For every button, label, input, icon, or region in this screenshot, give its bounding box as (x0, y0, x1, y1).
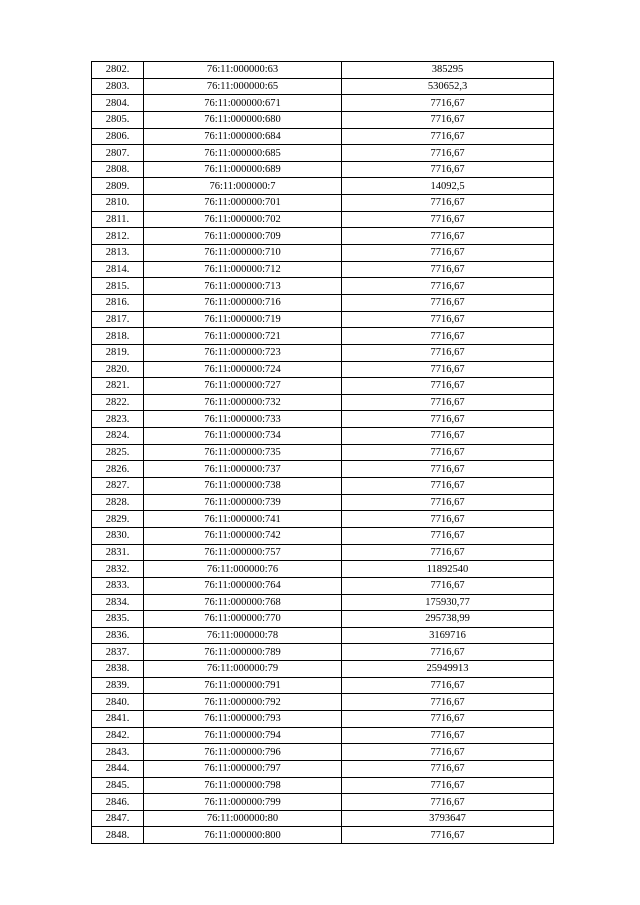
cadastral-number-cell: 76:11:000000:76 (144, 561, 342, 578)
row-number-cell: 2819. (92, 344, 144, 361)
cadastral-number-cell: 76:11:000000:713 (144, 278, 342, 295)
row-number-cell: 2803. (92, 78, 144, 95)
row-number-cell: 2845. (92, 777, 144, 794)
row-number-cell: 2825. (92, 444, 144, 461)
table-row (92, 428, 554, 445)
value-cell: 7716,67 (342, 128, 554, 145)
value-cell: 7716,67 (342, 511, 554, 528)
value-cell: 7716,67 (342, 211, 554, 228)
value-cell: 7716,67 (342, 294, 554, 311)
value-cell: 7716,67 (342, 644, 554, 661)
cadastral-number-cell: 76:11:000000:734 (144, 428, 342, 445)
row-number-cell: 2839. (92, 677, 144, 694)
value-cell: 7716,67 (342, 278, 554, 295)
value-cell: 7716,67 (342, 478, 554, 495)
cadastral-number-cell: 76:11:000000:792 (144, 694, 342, 711)
row-number-cell: 2816. (92, 294, 144, 311)
row-number-cell: 2813. (92, 245, 144, 262)
cadastral-value-table (91, 61, 554, 844)
value-cell: 7716,67 (342, 378, 554, 395)
cadastral-number-cell: 76:11:000000:80 (144, 810, 342, 827)
row-number-cell: 2821. (92, 378, 144, 395)
table-row (92, 361, 554, 378)
value-cell: 7716,67 (342, 344, 554, 361)
value-cell: 7716,67 (342, 111, 554, 128)
cadastral-number-cell: 76:11:000000:798 (144, 777, 342, 794)
table-row (92, 228, 554, 245)
table-row (92, 278, 554, 295)
row-number-cell: 2811. (92, 211, 144, 228)
table-row (92, 494, 554, 511)
cadastral-number-cell: 76:11:000000:789 (144, 644, 342, 661)
value-cell: 7716,67 (342, 328, 554, 345)
table-row (92, 211, 554, 228)
row-number-cell: 2815. (92, 278, 144, 295)
table-row (92, 827, 554, 844)
table-row (92, 328, 554, 345)
row-number-cell: 2806. (92, 128, 144, 145)
cadastral-number-cell: 76:11:000000:768 (144, 594, 342, 611)
cadastral-number-cell: 76:11:000000:757 (144, 544, 342, 561)
row-number-cell: 2836. (92, 627, 144, 644)
value-cell: 530652,3 (342, 78, 554, 95)
value-cell: 7716,67 (342, 544, 554, 561)
row-number-cell: 2804. (92, 95, 144, 112)
table-row (92, 444, 554, 461)
table-row (92, 611, 554, 628)
value-cell: 7716,67 (342, 361, 554, 378)
row-number-cell: 2810. (92, 195, 144, 212)
table-row (92, 311, 554, 328)
value-cell: 7716,67 (342, 195, 554, 212)
table-row (92, 627, 554, 644)
value-cell: 7716,67 (342, 311, 554, 328)
row-number-cell: 2822. (92, 394, 144, 411)
cadastral-number-cell: 76:11:000000:723 (144, 344, 342, 361)
value-cell: 7716,67 (342, 710, 554, 727)
row-number-cell: 2829. (92, 511, 144, 528)
cadastral-number-cell: 76:11:000000:739 (144, 494, 342, 511)
cadastral-number-cell: 76:11:000000:770 (144, 611, 342, 628)
table-row (92, 527, 554, 544)
table-row (92, 161, 554, 178)
value-cell: 7716,67 (342, 428, 554, 445)
cadastral-number-cell: 76:11:000000:701 (144, 195, 342, 212)
row-number-cell: 2832. (92, 561, 144, 578)
row-number-cell: 2814. (92, 261, 144, 278)
row-number-cell: 2834. (92, 594, 144, 611)
value-cell: 7716,67 (342, 727, 554, 744)
row-number-cell: 2817. (92, 311, 144, 328)
value-cell: 7716,67 (342, 145, 554, 162)
cadastral-number-cell: 76:11:000000:689 (144, 161, 342, 178)
table-row (92, 594, 554, 611)
row-number-cell: 2809. (92, 178, 144, 195)
table-row (92, 744, 554, 761)
table-row (92, 62, 554, 79)
table-row (92, 478, 554, 495)
row-number-cell: 2837. (92, 644, 144, 661)
value-cell: 7716,67 (342, 494, 554, 511)
cadastral-number-cell: 76:11:000000:79 (144, 661, 342, 678)
cadastral-number-cell: 76:11:000000:680 (144, 111, 342, 128)
row-number-cell: 2835. (92, 611, 144, 628)
row-number-cell: 2843. (92, 744, 144, 761)
table-row (92, 195, 554, 212)
cadastral-number-cell: 76:11:000000:793 (144, 710, 342, 727)
table-row (92, 677, 554, 694)
cadastral-number-cell: 76:11:000000:764 (144, 577, 342, 594)
cadastral-number-cell: 76:11:000000:735 (144, 444, 342, 461)
row-number-cell: 2833. (92, 577, 144, 594)
value-cell: 7716,67 (342, 461, 554, 478)
row-number-cell: 2824. (92, 428, 144, 445)
cadastral-number-cell: 76:11:000000:709 (144, 228, 342, 245)
value-cell: 295738,99 (342, 611, 554, 628)
row-number-cell: 2830. (92, 527, 144, 544)
value-cell: 175930,77 (342, 594, 554, 611)
table-row (92, 661, 554, 678)
cadastral-number-cell: 76:11:000000:710 (144, 245, 342, 262)
table-row (92, 294, 554, 311)
value-cell: 385295 (342, 62, 554, 79)
cadastral-number-cell: 76:11:000000:65 (144, 78, 342, 95)
cadastral-number-cell: 76:11:000000:727 (144, 378, 342, 395)
table-row (92, 511, 554, 528)
value-cell: 7716,67 (342, 760, 554, 777)
row-number-cell: 2805. (92, 111, 144, 128)
table-row (92, 261, 554, 278)
cadastral-number-cell: 76:11:000000:721 (144, 328, 342, 345)
table-row (92, 760, 554, 777)
table-row (92, 577, 554, 594)
table-row (92, 78, 554, 95)
value-cell: 7716,67 (342, 95, 554, 112)
value-cell: 7716,67 (342, 677, 554, 694)
value-cell: 14092,5 (342, 178, 554, 195)
cadastral-number-cell: 76:11:000000:78 (144, 627, 342, 644)
value-cell: 7716,67 (342, 577, 554, 594)
table-row (92, 694, 554, 711)
row-number-cell: 2820. (92, 361, 144, 378)
cadastral-number-cell: 76:11:000000:671 (144, 95, 342, 112)
value-cell: 7716,67 (342, 527, 554, 544)
table-row (92, 245, 554, 262)
value-cell: 7716,67 (342, 444, 554, 461)
table-row (92, 411, 554, 428)
value-cell: 3169716 (342, 627, 554, 644)
cadastral-number-cell: 76:11:000000:719 (144, 311, 342, 328)
row-number-cell: 2812. (92, 228, 144, 245)
cadastral-number-cell: 76:11:000000:702 (144, 211, 342, 228)
cadastral-number-cell: 76:11:000000:732 (144, 394, 342, 411)
cadastral-number-cell: 76:11:000000:716 (144, 294, 342, 311)
row-number-cell: 2844. (92, 760, 144, 777)
cadastral-number-cell: 76:11:000000:741 (144, 511, 342, 528)
table-row (92, 461, 554, 478)
table-row (92, 344, 554, 361)
value-cell: 7716,67 (342, 161, 554, 178)
table-row (92, 710, 554, 727)
value-cell: 7716,67 (342, 394, 554, 411)
table-row (92, 111, 554, 128)
cadastral-number-cell: 76:11:000000:685 (144, 145, 342, 162)
cadastral-number-cell: 76:11:000000:733 (144, 411, 342, 428)
cadastral-number-cell: 76:11:000000:800 (144, 827, 342, 844)
table-row (92, 145, 554, 162)
row-number-cell: 2840. (92, 694, 144, 711)
value-cell: 7716,67 (342, 261, 554, 278)
table-row (92, 378, 554, 395)
row-number-cell: 2802. (92, 62, 144, 79)
table-row (92, 178, 554, 195)
table-row (92, 95, 554, 112)
cadastral-number-cell: 76:11:000000:738 (144, 478, 342, 495)
value-cell: 7716,67 (342, 245, 554, 262)
value-cell: 7716,67 (342, 228, 554, 245)
table-row (92, 561, 554, 578)
row-number-cell: 2842. (92, 727, 144, 744)
row-number-cell: 2827. (92, 478, 144, 495)
row-number-cell: 2846. (92, 794, 144, 811)
table-row (92, 544, 554, 561)
row-number-cell: 2848. (92, 827, 144, 844)
cadastral-number-cell: 76:11:000000:737 (144, 461, 342, 478)
value-cell: 7716,67 (342, 827, 554, 844)
cadastral-number-cell: 76:11:000000:712 (144, 261, 342, 278)
row-number-cell: 2818. (92, 328, 144, 345)
cadastral-number-cell: 76:11:000000:791 (144, 677, 342, 694)
value-cell: 7716,67 (342, 777, 554, 794)
row-number-cell: 2823. (92, 411, 144, 428)
row-number-cell: 2826. (92, 461, 144, 478)
row-number-cell: 2808. (92, 161, 144, 178)
table-body (92, 62, 554, 844)
row-number-cell: 2841. (92, 710, 144, 727)
cadastral-number-cell: 76:11:000000:7 (144, 178, 342, 195)
cadastral-number-cell: 76:11:000000:63 (144, 62, 342, 79)
row-number-cell: 2828. (92, 494, 144, 511)
cadastral-number-cell: 76:11:000000:742 (144, 527, 342, 544)
cadastral-number-cell: 76:11:000000:794 (144, 727, 342, 744)
row-number-cell: 2847. (92, 810, 144, 827)
cadastral-number-cell: 76:11:000000:796 (144, 744, 342, 761)
table-row (92, 128, 554, 145)
cadastral-number-cell: 76:11:000000:684 (144, 128, 342, 145)
value-cell: 7716,67 (342, 794, 554, 811)
table-row (92, 810, 554, 827)
value-cell: 11892540 (342, 561, 554, 578)
table-row (92, 394, 554, 411)
value-cell: 7716,67 (342, 694, 554, 711)
table-row (92, 777, 554, 794)
cadastral-number-cell: 76:11:000000:797 (144, 760, 342, 777)
value-cell: 7716,67 (342, 744, 554, 761)
table-row (92, 727, 554, 744)
row-number-cell: 2807. (92, 145, 144, 162)
cadastral-number-cell: 76:11:000000:724 (144, 361, 342, 378)
cadastral-number-cell: 76:11:000000:799 (144, 794, 342, 811)
table-row (92, 644, 554, 661)
row-number-cell: 2838. (92, 661, 144, 678)
table-row (92, 794, 554, 811)
value-cell: 7716,67 (342, 411, 554, 428)
value-cell: 3793647 (342, 810, 554, 827)
row-number-cell: 2831. (92, 544, 144, 561)
value-cell: 25949913 (342, 661, 554, 678)
